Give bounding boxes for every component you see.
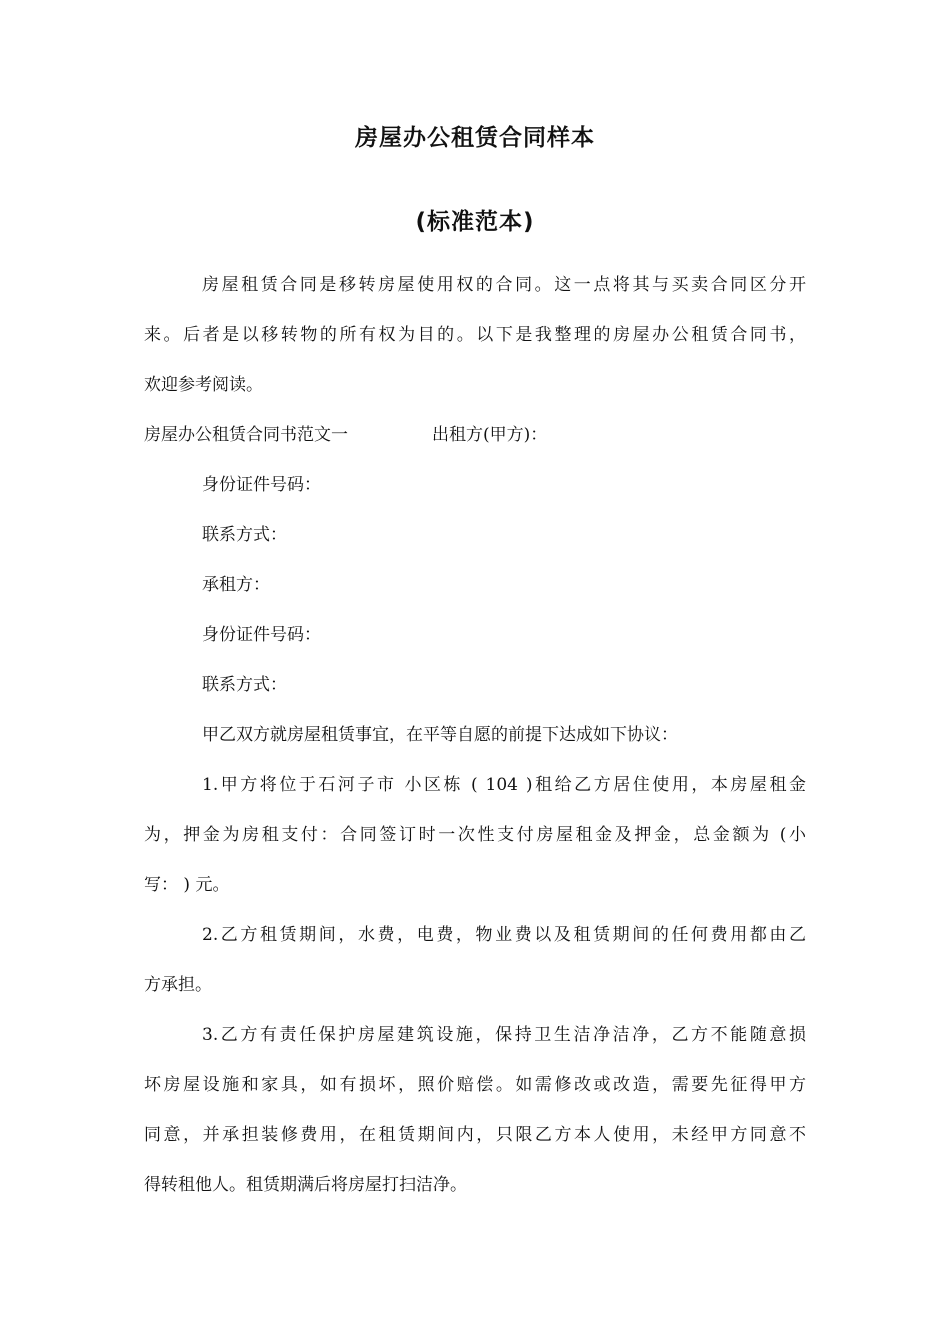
clause-3-line-2: 坏房屋设施和家具，如有损坏，照价赔偿。如需修改或改造，需要先征得甲方 — [144, 1075, 806, 1095]
lessor-label: 出租方(甲方)： — [432, 425, 548, 445]
clause-1-line-3: 写： ) 元。 — [144, 875, 230, 895]
clause-3-line-3: 同意，并承担装修费用，在租赁期间内，只限乙方本人使用，未经甲方同意不 — [144, 1125, 806, 1145]
document-title: 房屋办公租赁合同样本 — [355, 125, 595, 151]
intro-line-3: 欢迎参考阅读。 — [144, 375, 263, 395]
clause-2-line-1: 2.乙方租赁期间，水费，电费，物业费以及租赁期间的任何费用都由乙 — [202, 925, 806, 945]
lessor-id-field: 身份证件号码： — [202, 475, 321, 495]
clause-2-line-2: 方承担。 — [144, 975, 212, 995]
clause-3-line-1: 3.乙方有责任保护房屋建筑设施，保持卫生洁净洁净，乙方不能随意损 — [202, 1025, 806, 1045]
lessee-contact-field: 联系方式： — [202, 675, 287, 695]
lessor-contact-field: 联系方式： — [202, 525, 287, 545]
sample-heading: 房屋办公租赁合同书范文一 — [144, 425, 348, 445]
lessee-label: 承租方： — [202, 575, 270, 595]
lessee-id-field: 身份证件号码： — [202, 625, 321, 645]
clause-1-line-2: 为，押金为房租支付：合同签订时一次性支付房屋租金及押金，总金额为 (小 — [144, 825, 806, 845]
document-subtitle: (标准范本) — [415, 209, 535, 235]
intro-line-1: 房屋租赁合同是移转房屋使用权的合同。这一点将其与买卖合同区分开 — [202, 275, 806, 295]
intro-line-2: 来。后者是以移转物的所有权为目的。以下是我整理的房屋办公租赁合同书， — [144, 325, 806, 345]
clause-1-line-1: 1.甲方将位于石河子市 小区栋 ( 104 )租给乙方居住使用，本房屋租金 — [202, 775, 806, 795]
clause-3-line-4: 得转租他人。租赁期满后将房屋打扫洁净。 — [144, 1175, 467, 1195]
agreement-intro: 甲乙双方就房屋租赁事宜，在平等自愿的前提下达成如下协议： — [202, 725, 678, 745]
